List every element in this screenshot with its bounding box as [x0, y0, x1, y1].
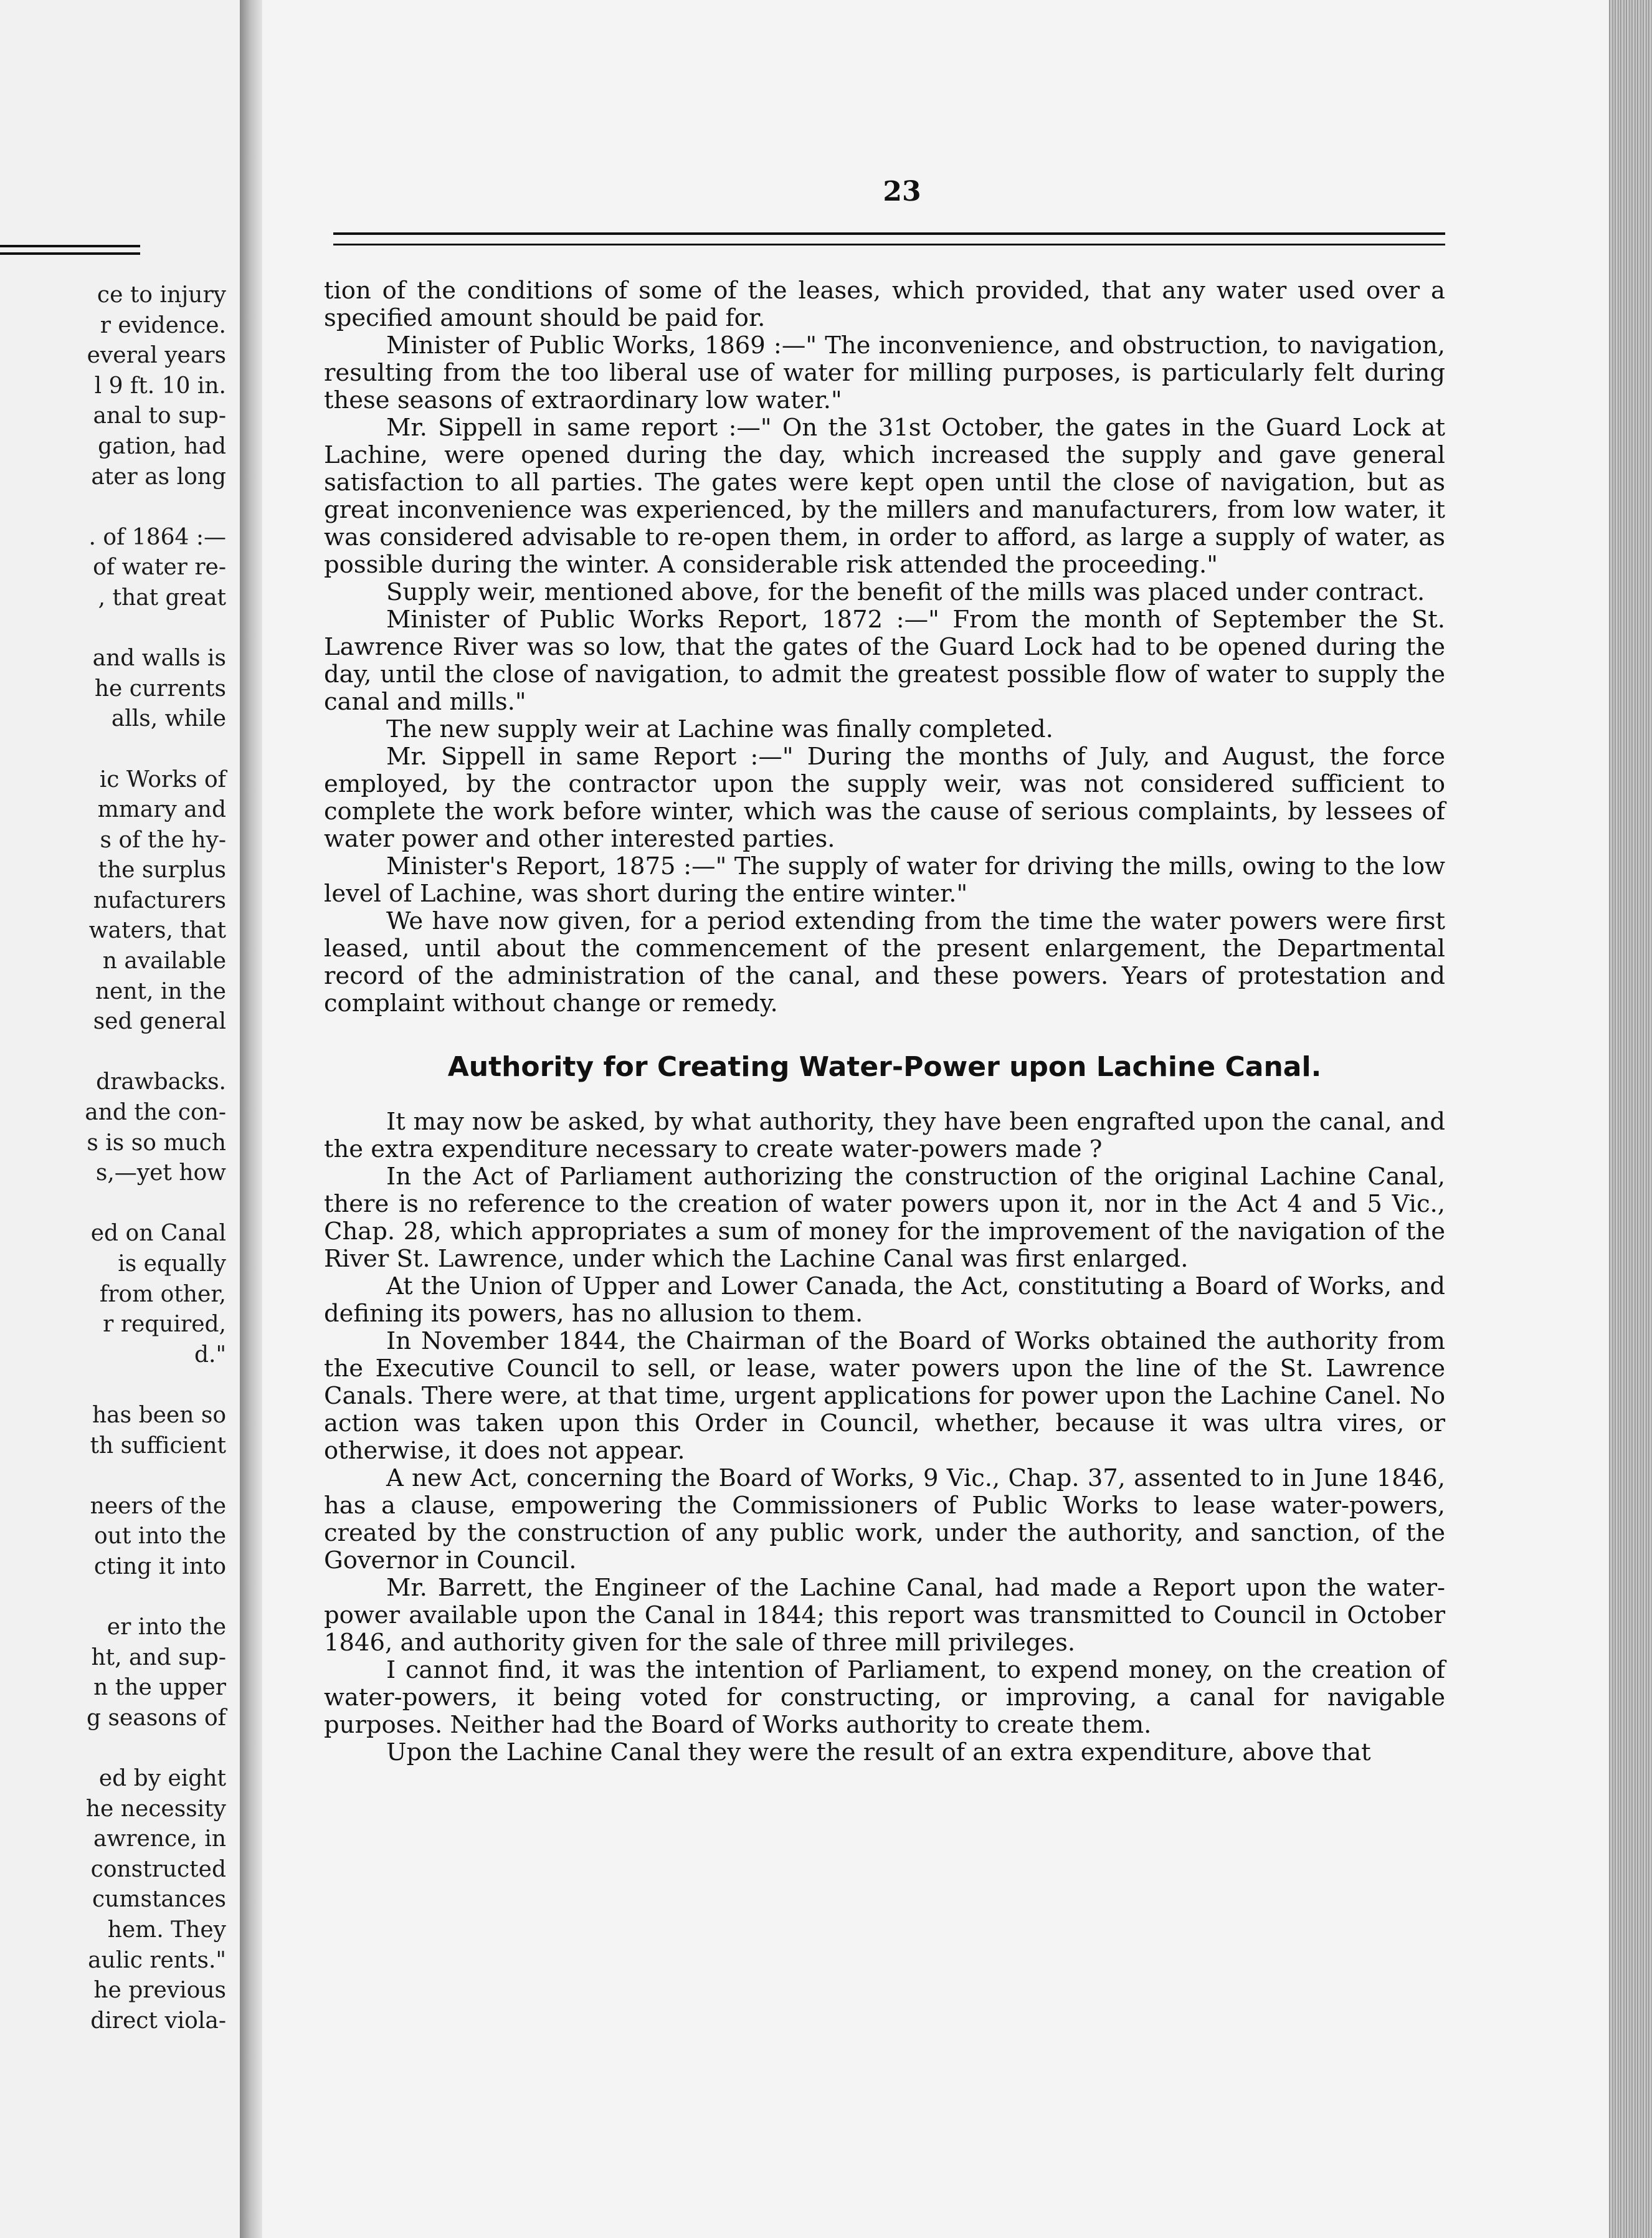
paragraph: Mr. Sippell in same report :—" On the 31st October, the gates in the Guard Lock at Lachine, were opened during the day, which increased the supply and gave general satisfaction to all parties. The gates were kept open until the close of navigation, but as great inconvenience was experienced, by the millers and manufacturers, from low water, it was considered advisable to re-open them, in order to afford, as large a supply of water, as possible during the winter. A considerable risk attended the proceeding." [324, 414, 1445, 579]
left-page-fragment-line: anal to sup- [93, 403, 226, 429]
paragraph: Minister of Public Works, 1869 :—" The inconvenience, and obstruction, to navigation, resulting from the too liberal use of water for milling purposes, is particularly felt during these seasons of extraordinary low water." [324, 331, 1445, 414]
left-page-fragment-line: ht, and sup- [91, 1644, 226, 1670]
left-page-fragment-line: g seasons of [87, 1705, 226, 1731]
left-page-fragment-line: has been so [92, 1402, 226, 1428]
left-page-fragment-line [2, 1734, 226, 1764]
left-page-fragment-line: drawbacks. [96, 1069, 226, 1095]
left-page-fragment-line: awrence, in [93, 1826, 226, 1852]
left-page-fragment-line: direct viola- [90, 2007, 226, 2034]
left-page-fragment-line: alls, while [111, 706, 226, 732]
paragraph: In November 1844, the Chairman of the Board of Works obtained the authority from the Executive Council to sell, or lease, water powers upon the line of the St. Lawrence Canals. There were, at that time, urgent applications for power upon the Lachine Canel. No action was taken upon this Order in Council, whether, because it was ultra vires, or otherwise, it does not appear. [324, 1327, 1445, 1465]
page-number: 23 [883, 176, 921, 207]
left-page-fragment-line: ed by eight [98, 1766, 226, 1792]
left-page-header-rule-2 [0, 252, 140, 255]
left-page-text-fragments [2, 280, 226, 2036]
left-page-fragment-line: aulic rents." [88, 1947, 226, 1973]
left-page-fragment-line: . of 1864 :— [88, 524, 226, 550]
left-page-fragment-line: constructed [90, 1856, 226, 1882]
paragraph: At the Union of Upper and Lower Canada, the Act, constituting a Board of Works, and defining its powers, has no allusion to them. [324, 1272, 1445, 1328]
left-page-fragment-line: from other, [99, 1281, 226, 1307]
left-page-fragment-line: , that great [98, 584, 226, 611]
left-page-fragment-line: the surplus [98, 857, 226, 883]
left-page-fragment-line: sed general [93, 1009, 226, 1035]
left-page-fragment-line: l 9 ft. 10 in. [94, 373, 226, 399]
left-page-fragment-line: n available [102, 948, 226, 974]
paragraph: A new Act, concerning the Board of Works, 9 Vic., Chap. 37, assented to in June 1846, has a clause, empowering the Commissioners of Public Works to lease water-powers, created by the construction of any public work, under the authority, and sanction, of the Governor in Council. [324, 1464, 1445, 1574]
left-page-fragment-line: r required, [103, 1312, 226, 1338]
paragraph: I cannot find, it was the intention of Parliament, to expend money, on the creation of water-powers, it being voted for constructing, or improving, a canal for navigable purposes. Neither had the Board of Works authority to create them. [324, 1656, 1445, 1739]
previous-page-strip [0, 0, 240, 2238]
left-page-fragment-line: r evidence. [100, 312, 226, 338]
left-page-fragment-line: and the con- [85, 1100, 226, 1126]
left-page-fragment-line: ic Works of [99, 766, 226, 793]
left-page-fragment-line: he currents [94, 675, 226, 702]
left-page-fragment-line: gation, had [98, 433, 226, 459]
left-page-fragment-line: nent, in the [95, 978, 226, 1004]
left-page-fragment-line: mmary and [97, 797, 226, 823]
left-page-fragment-line: ed on Canal [90, 1221, 226, 1247]
left-page-fragment-line: and walls is [92, 645, 226, 672]
left-page-fragment-line: ce to injury [97, 282, 226, 308]
left-page-fragment-line: s of the hy- [100, 827, 226, 853]
paragraph: tion of the conditions of some of the leases, which provided, that any water used over a specified amount should be paid for. [324, 277, 1445, 332]
section-heading: Authority for Creating Water-Power upon Lachine Canal. [447, 1051, 1322, 1083]
paragraph: Supply weir, mentioned above, for the benefit of the mills was placed under contract. [386, 578, 1425, 606]
left-page-fragment-line: everal years [87, 343, 226, 369]
left-page-fragment-line: cumstances [92, 1887, 226, 1913]
left-page-fragment-line [2, 1583, 226, 1613]
paragraph: It may now be asked, by what authority, they have been engrafted upon the canal, and the extra expenditure necessary to create water-powers made ? [324, 1108, 1445, 1163]
left-page-fragment-line [2, 1189, 226, 1219]
paragraph: Upon the Lachine Canal they were the result of an extra expenditure, above that [386, 1738, 1371, 1766]
page-body [324, 277, 1445, 1766]
left-page-fragment-line: he necessity [85, 1796, 226, 1822]
paragraph: In the Act of Parliament authorizing the construction of the original Lachine Canal, there is no reference to the creation of water powers upon it, nor in the Act 4 and 5 Vic., Chap. 28, which appropriates a sum of money for the improvement of the navigation of the River St. Lawrence, under which the Lachine Canal was first enlarged. [324, 1163, 1445, 1273]
left-page-fragment-line: cting it into [93, 1553, 226, 1579]
left-page-fragment-line [2, 735, 226, 765]
left-page-fragment-line: nufacturers [93, 887, 226, 913]
left-page-fragment-line: s is so much [87, 1130, 226, 1156]
header-rule [333, 232, 1445, 245]
left-page-fragment-line [2, 1461, 226, 1492]
book-gutter [240, 0, 262, 2238]
left-page-fragment-line: out into the [93, 1523, 226, 1550]
page-edge [1609, 0, 1652, 2238]
left-page-fragment-line [2, 492, 226, 523]
left-page-fragment-line: s,—yet how [95, 1160, 226, 1186]
left-page-fragment-line: er into the [107, 1614, 226, 1640]
left-page-fragment-line: ater as long [91, 464, 226, 490]
paragraph: We have now given, for a period extending from the time the water powers were first leased, until about the commencement of the present enlargement, the Departmental record of the administration of the canal, and these powers. Years of protestation and complaint without change or remedy. [324, 907, 1445, 1017]
paragraph: Mr. Sippell in same Report :—" During the months of July, and August, the force employed, by the contractor upon the supply weir, was not considered sufficient to complete the work before winter, which was the cause of serious complaints, by lessees of water power and other interested parties. [324, 743, 1445, 853]
paragraph: The new supply weir at Lachine was finally completed. [386, 715, 1053, 743]
left-page-fragment-line: n the upper [93, 1675, 226, 1701]
left-page-fragment-line: he previous [93, 1978, 226, 2004]
left-page-fragment-line [2, 1037, 226, 1068]
left-page-fragment-line: of water re- [93, 555, 226, 581]
left-page-fragment-line [2, 614, 226, 644]
left-page-fragment-line: neers of the [90, 1493, 226, 1519]
left-page-fragment-line: is equally [118, 1251, 226, 1277]
left-page-header-rule [0, 245, 140, 247]
left-page-fragment-line: th sufficient [90, 1432, 226, 1459]
left-page-fragment-line: hem. They [107, 1917, 226, 1943]
left-page-fragment-line: waters, that [88, 918, 226, 944]
paragraph: Mr. Barrett, the Engineer of the Lachine Canal, had made a Report upon the water-power available upon the Canal in 1844; this report was transmitted to Council in October 1846, and authority given for the sale of three mill privileges. [324, 1574, 1445, 1657]
left-page-fragment-line: d." [194, 1341, 226, 1368]
left-page-fragment-line [2, 1370, 226, 1401]
paragraph: Minister's Report, 1875 :—" The supply of water for driving the mills, owing to the low level of Lachine, was short during the entire winter." [324, 852, 1445, 908]
paragraph: Minister of Public Works Report, 1872 :—" From the month of September the St. Lawrence River was so low, that the gates of the Guard Lock had to be opened during the day, until the close of navigation, to admit the greatest possible flow of water to supply the canal and mills." [324, 606, 1445, 716]
